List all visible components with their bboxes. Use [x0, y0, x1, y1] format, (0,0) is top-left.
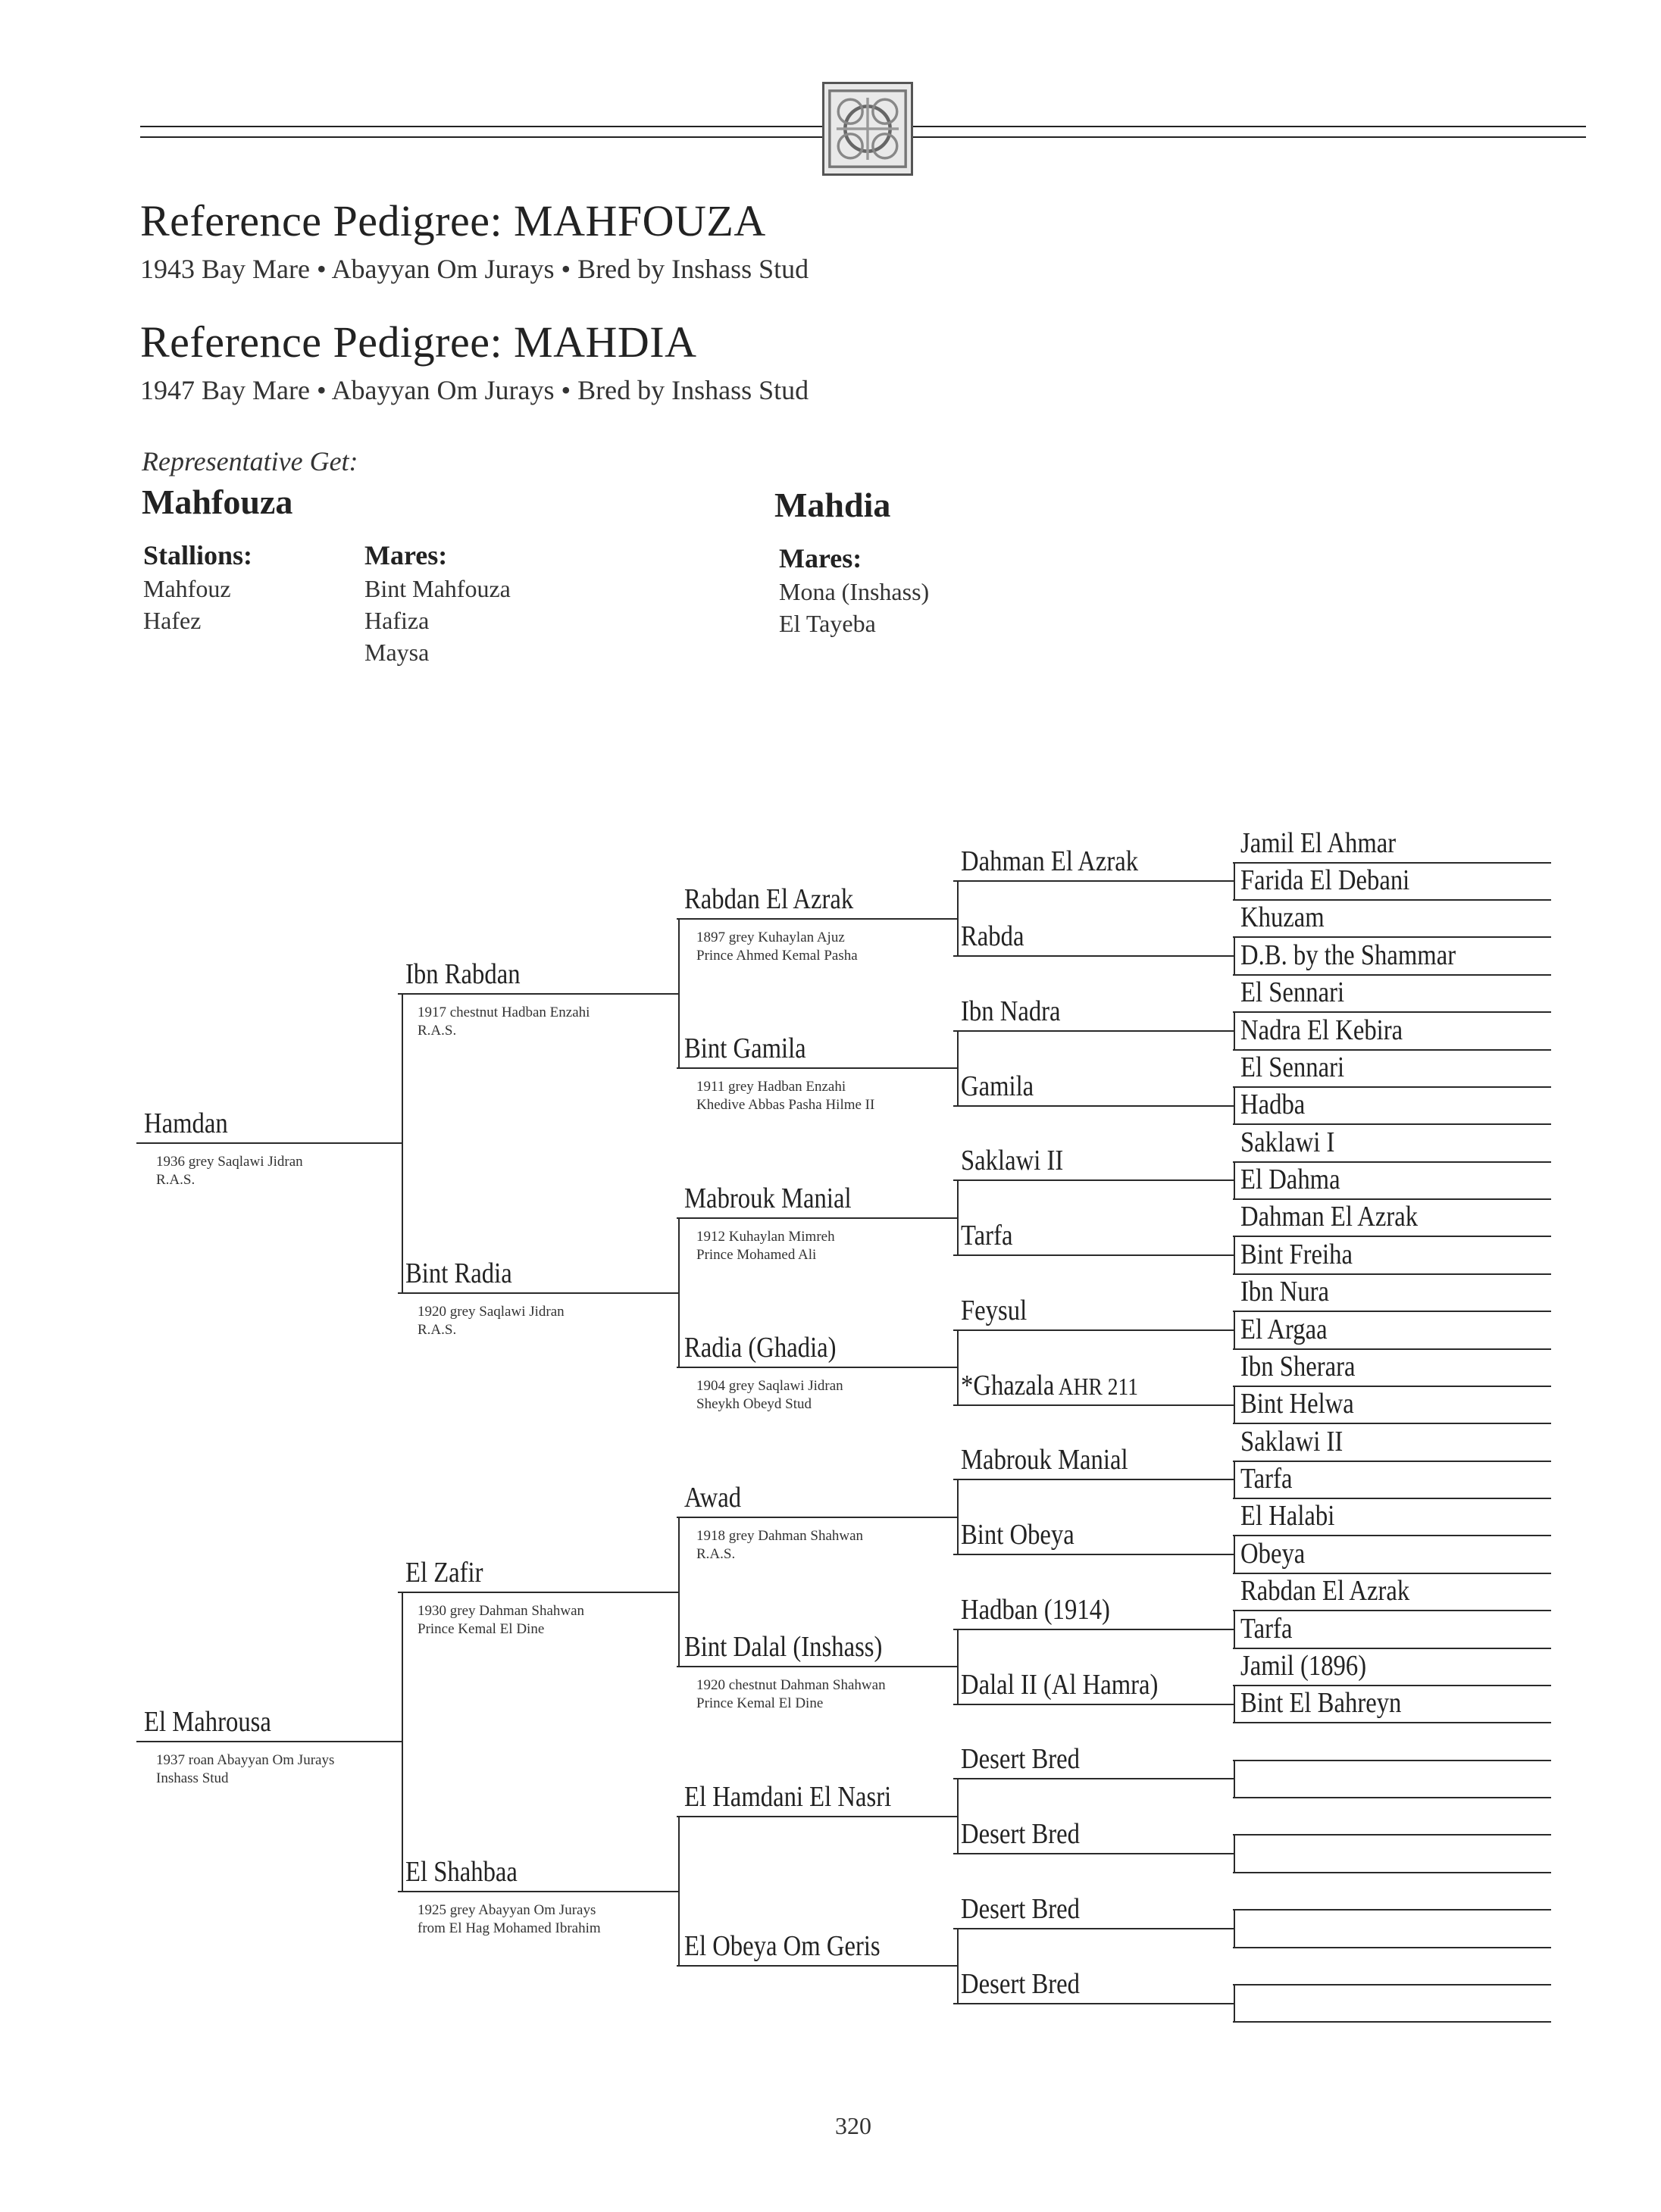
- horse-name: [405, 1259, 512, 1288]
- horse-name-text: Dalal II (Al Hamra): [961, 1669, 1159, 1701]
- horse-name: [144, 1109, 228, 1138]
- pedigree-line: [953, 1479, 1234, 1480]
- horse-name: [961, 997, 1061, 1026]
- pedigree-line: [677, 1367, 957, 1368]
- horse-name-text: Bint Obeya: [961, 1519, 1074, 1551]
- pedigree-subtitle-mahdia: 1947 Bay Mare • Abayyan Om Jurays • Bred by Inshass Stud: [140, 375, 809, 405]
- registration-number: AHR 211: [1054, 1373, 1138, 1400]
- pedigree-line: [953, 1179, 1234, 1181]
- horse-name-text: Tarfa: [961, 1220, 1013, 1251]
- list-item: Hafiza: [364, 607, 430, 634]
- pedigree-connector: [957, 1179, 959, 1256]
- horse-name-text: Bint Dalal (Inshass): [684, 1631, 883, 1663]
- horse-name: [684, 1782, 891, 1811]
- horse-name-text: Tarfa: [1240, 1613, 1293, 1645]
- pedigree-line: [1233, 936, 1551, 938]
- list-item: Maysa: [364, 639, 430, 666]
- header-rule-bottom-right: [913, 136, 1586, 138]
- horse-name-text: El Argaa: [1240, 1314, 1328, 1345]
- horse-name: [961, 1520, 1074, 1549]
- horse-name: [961, 1146, 1063, 1175]
- horse-name: [1240, 1315, 1328, 1344]
- horse-name-text: Nadra El Kebira: [1240, 1014, 1403, 1046]
- pedigree-line: [953, 1254, 1234, 1256]
- mares-heading-mahfouza: Mares:: [364, 540, 448, 570]
- horse-details: Prince Mohamed Ali: [696, 1247, 817, 1263]
- horse-name: [684, 885, 853, 914]
- horse-name: [961, 1371, 1138, 1400]
- horse-name: [961, 1221, 1012, 1250]
- pedigree-connector: [1234, 1535, 1235, 1574]
- horse-name-text: Ibn Nadra: [961, 995, 1061, 1027]
- pedigree-line: [1233, 2021, 1551, 2023]
- horse-name: [961, 1745, 1080, 1773]
- horse-details: Sheykh Obeyd Stud: [696, 1396, 812, 1412]
- pedigree-line: [1233, 1909, 1551, 1911]
- page-number: 320: [835, 2112, 871, 2139]
- horse-name-text: Awad: [684, 1482, 742, 1514]
- pedigree-line: [398, 1891, 678, 1892]
- pedigree-connector: [1234, 1011, 1235, 1051]
- get-heading-mahdia: Mahdia: [774, 486, 891, 524]
- pedigree-line: [953, 1329, 1234, 1331]
- horse-name: [684, 1932, 881, 1960]
- pedigree-line: [953, 1853, 1234, 1854]
- horse-name: [1240, 1389, 1354, 1418]
- horse-name: [1240, 1352, 1356, 1381]
- horse-name-text: Desert Bred: [961, 1818, 1080, 1850]
- pedigree-connector: [678, 1517, 680, 1667]
- horse-name: [1240, 1651, 1366, 1680]
- pedigree-connector: [957, 1928, 959, 2004]
- pedigree-line: [953, 1778, 1234, 1779]
- horse-details: R.A.S.: [418, 1023, 457, 1039]
- horse-name-text: Ibn Sherara: [1240, 1351, 1356, 1382]
- pedigree-line: [677, 1816, 957, 1817]
- horse-name: [684, 1333, 837, 1362]
- mares-list-mahfouza: [364, 573, 511, 668]
- horse-name: [684, 1483, 741, 1512]
- horse-name-text: Desert Bred: [961, 1743, 1080, 1775]
- horse-name: [684, 1632, 882, 1661]
- stallions-heading: Stallions:: [143, 540, 253, 570]
- horse-details: Prince Kemal El Dine: [696, 1695, 824, 1711]
- list-item: Bint Mahfouza: [364, 575, 511, 602]
- horse-name: [961, 1970, 1080, 1998]
- pedigree-line: [1233, 1049, 1551, 1051]
- horse-name: [1240, 1464, 1292, 1493]
- horse-details: 1920 chestnut Dahman Shahwan: [696, 1677, 886, 1693]
- pedigree-line: [398, 993, 678, 995]
- pedigree-line: [398, 1292, 678, 1294]
- horse-name-text: Mabrouk Manial: [684, 1183, 852, 1214]
- horse-name: [1240, 829, 1396, 858]
- horse-details: R.A.S.: [418, 1322, 457, 1338]
- pedigree-line: [1233, 1198, 1551, 1200]
- mares-list-mahdia: [779, 576, 929, 639]
- pedigree-title-mahdia: Reference Pedigree: MAHDIA: [140, 317, 697, 367]
- horse-name-text: Rabda: [961, 920, 1024, 952]
- pedigree-line: [1233, 1610, 1551, 1611]
- pedigree-line: [1233, 1498, 1551, 1499]
- pedigree-line: [1233, 1797, 1551, 1798]
- horse-name: [1240, 941, 1456, 970]
- pedigree-line: [1233, 899, 1551, 901]
- pedigree-line: [1233, 1685, 1551, 1686]
- pedigree-line: [953, 1105, 1234, 1107]
- horse-name-text: Obeya: [1240, 1538, 1306, 1570]
- horse-name: [405, 960, 521, 989]
- pedigree-line: [1233, 1123, 1551, 1125]
- horse-name-text: Tarfa: [1240, 1463, 1293, 1495]
- horse-name: [961, 1595, 1110, 1624]
- horse-name: [1240, 1016, 1403, 1045]
- pedigree-connector: [678, 1816, 680, 1967]
- horse-name: [144, 1707, 271, 1736]
- pedigree-line: [677, 1217, 957, 1219]
- horse-name-text: Khuzam: [1240, 901, 1325, 933]
- horse-name-text: Ibn Nura: [1240, 1276, 1330, 1308]
- pedigree-line: [953, 1704, 1234, 1705]
- horse-name-text: Rabdan El Azrak: [1240, 1575, 1410, 1607]
- horse-name-text: Saklawi II: [1240, 1426, 1344, 1457]
- horse-name: [1240, 1090, 1305, 1119]
- pedigree-line: [677, 1965, 957, 1967]
- horse-details: 1925 grey Abayyan Om Jurays: [418, 1902, 596, 1918]
- pedigree-connector: [1234, 1311, 1235, 1350]
- horse-name-text: El Zafir: [405, 1557, 483, 1589]
- horse-name-text: El Hamdani El Nasri: [684, 1781, 892, 1813]
- horse-name: [1240, 903, 1325, 932]
- pedigree-line: [1233, 1086, 1551, 1088]
- horse-name: [405, 1857, 518, 1886]
- horse-name-text: El Shahbaa: [405, 1856, 518, 1888]
- header-rule-top-right: [913, 126, 1586, 127]
- horse-name-text: Bint Helwa: [1240, 1388, 1354, 1420]
- pedigree-line: [1233, 974, 1551, 976]
- pedigree-connector: [1234, 1984, 1235, 2023]
- horse-name-text: Bint Radia: [405, 1258, 512, 1289]
- horse-name: [961, 847, 1138, 876]
- pedigree-line: [677, 1517, 957, 1518]
- horse-name: [1240, 1689, 1401, 1717]
- pedigree-connector: [402, 1592, 403, 1892]
- mares-heading-mahdia: Mares:: [779, 543, 862, 573]
- horse-name: [1240, 978, 1344, 1007]
- pedigree-connector: [957, 1629, 959, 1705]
- pedigree-line: [1233, 1760, 1551, 1761]
- horse-name: [1240, 1165, 1340, 1194]
- horse-name-text: Radia (Ghadia): [684, 1332, 837, 1364]
- pedigree-line: [677, 1666, 957, 1667]
- horse-name: [684, 1034, 806, 1063]
- pedigree-line: [1233, 1535, 1551, 1536]
- horse-name-text: El Halabi: [1240, 1500, 1335, 1532]
- pedigree-line: [677, 1067, 957, 1069]
- horse-name: [1240, 1539, 1305, 1568]
- horse-name-text: *Ghazala: [961, 1370, 1055, 1401]
- horse-details: Prince Ahmed Kemal Pasha: [696, 948, 858, 964]
- horse-details: Inshass Stud: [156, 1770, 229, 1786]
- horse-details: R.A.S.: [156, 1172, 196, 1188]
- horse-name: [1240, 1128, 1334, 1157]
- pedigree-line: [953, 955, 1234, 957]
- horse-name: [1240, 1277, 1329, 1306]
- pedigree-line: [953, 880, 1234, 882]
- horse-name: [961, 1670, 1158, 1699]
- pedigree-line: [1233, 1722, 1551, 1723]
- pedigree-connector: [1234, 862, 1235, 901]
- horse-name: [961, 1296, 1027, 1325]
- pedigree-connector: [1234, 1386, 1235, 1424]
- pedigree-line: [1233, 1984, 1551, 1985]
- pedigree-connector: [957, 1479, 959, 1555]
- horse-name-text: Bint El Bahreyn: [1240, 1687, 1402, 1719]
- horse-name: [405, 1558, 483, 1587]
- pedigree-connector: [678, 1217, 680, 1368]
- pedigree-connector: [1234, 1834, 1235, 1873]
- horse-name: [961, 1820, 1080, 1848]
- horse-details: Prince Kemal El Dine: [418, 1621, 545, 1637]
- horse-name-text: Hadba: [1240, 1089, 1306, 1120]
- pedigree-connector: [1234, 1161, 1235, 1200]
- horse-name: [1240, 866, 1409, 895]
- pedigree-connector: [678, 918, 680, 1069]
- horse-name: [1240, 1427, 1343, 1456]
- horse-name: [961, 1445, 1128, 1474]
- horse-name-text: Bint Freiha: [1240, 1239, 1353, 1270]
- horse-name: [684, 1184, 852, 1213]
- pedigree-line: [677, 918, 957, 920]
- horse-name-text: Jamil El Ahmar: [1240, 827, 1397, 859]
- pedigree-line: [1233, 1011, 1551, 1013]
- horse-name: [1240, 1614, 1292, 1643]
- horse-name-text: Desert Bred: [961, 1968, 1080, 2000]
- pedigree-connector: [1234, 1760, 1235, 1798]
- pedigree-connector: [1234, 1236, 1235, 1275]
- pedigree-connector: [957, 1030, 959, 1107]
- pedigree-connector: [402, 993, 403, 1294]
- horse-name-text: El Dahma: [1240, 1164, 1340, 1195]
- list-item: Mona (Inshass): [779, 578, 930, 605]
- horse-details: 1918 grey Dahman Shahwan: [696, 1528, 864, 1544]
- pedigree-line: [953, 1030, 1234, 1032]
- horse-details: 1930 grey Dahman Shahwan: [418, 1603, 585, 1619]
- pedigree-connector: [1234, 1461, 1235, 1499]
- horse-name-text: Gamila: [961, 1070, 1034, 1102]
- pedigree-line: [1233, 1311, 1551, 1312]
- pedigree-line: [1233, 1161, 1551, 1163]
- pedigree-line: [136, 1142, 402, 1144]
- list-item: Hafez: [143, 607, 202, 634]
- horse-name: [1240, 1501, 1334, 1530]
- header-rule-bottom: [140, 136, 822, 138]
- pedigree-line: [1233, 1947, 1551, 1948]
- horse-name: [961, 922, 1024, 951]
- pedigree-connector: [1234, 936, 1235, 976]
- horse-name: [961, 1072, 1034, 1101]
- horse-name-text: Farida El Debani: [1240, 864, 1410, 896]
- horse-name-text: Dahman El Azrak: [1240, 1201, 1419, 1233]
- pedigree-subtitle-mahfouza: 1943 Bay Mare • Abayyan Om Jurays • Bred by Inshass Stud: [140, 254, 809, 284]
- list-item: Mahfouz: [143, 575, 231, 602]
- horse-name-text: El Sennari: [1240, 976, 1345, 1008]
- pedigree-line: [953, 2003, 1234, 2004]
- pedigree-line: [1233, 1236, 1551, 1237]
- horse-name: [1240, 1576, 1409, 1605]
- horse-name-text: Hadban (1914): [961, 1594, 1110, 1626]
- pedigree-line: [953, 1928, 1234, 1929]
- horse-name-text: Mabrouk Manial: [961, 1444, 1128, 1476]
- pedigree-line: [1233, 1461, 1551, 1462]
- representative-get-label: Representative Get:: [142, 446, 358, 476]
- get-heading-mahfouza: Mahfouza: [142, 483, 293, 521]
- horse-details: 1937 roan Abayyan Om Jurays: [156, 1752, 335, 1768]
- horse-name: [961, 1895, 1080, 1923]
- horse-details: 1897 grey Kuhaylan Ajuz: [696, 929, 845, 945]
- horse-name: [1240, 1240, 1353, 1269]
- horse-name-text: Feysul: [961, 1295, 1028, 1326]
- horse-details: R.A.S.: [696, 1546, 736, 1562]
- pedigree-title-mahfouza: Reference Pedigree: MAHFOUZA: [140, 196, 766, 245]
- horse-name-text: El Mahrousa: [144, 1706, 271, 1738]
- horse-name-text: Bint Gamila: [684, 1033, 806, 1064]
- horse-name-text: Dahman El Azrak: [961, 845, 1139, 877]
- stallions-list: [143, 573, 231, 636]
- pedigree-line: [1233, 1423, 1551, 1424]
- celtic-knot-ornament-icon: [822, 82, 913, 176]
- pedigree-line: [398, 1592, 678, 1593]
- horse-details: 1920 grey Saqlawi Jidran: [418, 1304, 565, 1320]
- pedigree-line: [953, 1404, 1234, 1406]
- horse-details: from El Hag Mohamed Ibrahim: [418, 1920, 601, 1936]
- horse-details: Khedive Abbas Pasha Hilme II: [696, 1097, 875, 1113]
- horse-name-text: Ibn Rabdan: [405, 958, 521, 990]
- pedigree-line: [1233, 1872, 1551, 1873]
- horse-name-text: Hamdan: [144, 1108, 228, 1139]
- pedigree-line: [953, 1554, 1234, 1555]
- horse-name: [1240, 1202, 1418, 1231]
- header-rule-top: [140, 126, 822, 127]
- pedigree-connector: [957, 1329, 959, 1406]
- pedigree-connector: [1234, 1909, 1235, 1948]
- pedigree-connector: [1234, 1685, 1235, 1723]
- pedigree-line: [1233, 1834, 1551, 1836]
- pedigree-line: [1233, 862, 1551, 864]
- pedigree-line: [953, 1629, 1234, 1630]
- horse-name: [1240, 1053, 1344, 1082]
- horse-name-text: Desert Bred: [961, 1893, 1080, 1925]
- horse-details: 1917 chestnut Hadban Enzahi: [418, 1004, 590, 1020]
- pedigree-connector: [1234, 1086, 1235, 1125]
- pedigree-line: [1233, 1648, 1551, 1649]
- pedigree-line: [1233, 1348, 1551, 1350]
- horse-name-text: Saklawi II: [961, 1145, 1064, 1176]
- horse-name-text: D.B. by the Shammar: [1240, 939, 1456, 971]
- horse-name-text: Rabdan El Azrak: [684, 883, 854, 915]
- horse-name-text: Jamil (1896): [1240, 1650, 1367, 1682]
- pedigree-connector: [957, 880, 959, 957]
- pedigree-line: [1233, 1573, 1551, 1574]
- horse-details: 1904 grey Saqlawi Jidran: [696, 1378, 843, 1394]
- horse-details: 1912 Kuhaylan Mimreh: [696, 1229, 835, 1245]
- horse-name-text: El Obeya Om Geris: [684, 1930, 881, 1962]
- list-item: El Tayeba: [779, 610, 876, 637]
- pedigree-connector: [1234, 1610, 1235, 1649]
- horse-details: 1911 grey Hadban Enzahi: [696, 1079, 846, 1095]
- pedigree-line: [1233, 1273, 1551, 1275]
- horse-details: 1936 grey Saqlawi Jidran: [156, 1154, 303, 1170]
- pedigree-line: [1233, 1386, 1551, 1387]
- horse-name-text: El Sennari: [1240, 1051, 1345, 1083]
- pedigree-connector: [957, 1778, 959, 1854]
- pedigree-line: [136, 1741, 402, 1742]
- horse-name-text: Saklawi I: [1240, 1126, 1335, 1158]
